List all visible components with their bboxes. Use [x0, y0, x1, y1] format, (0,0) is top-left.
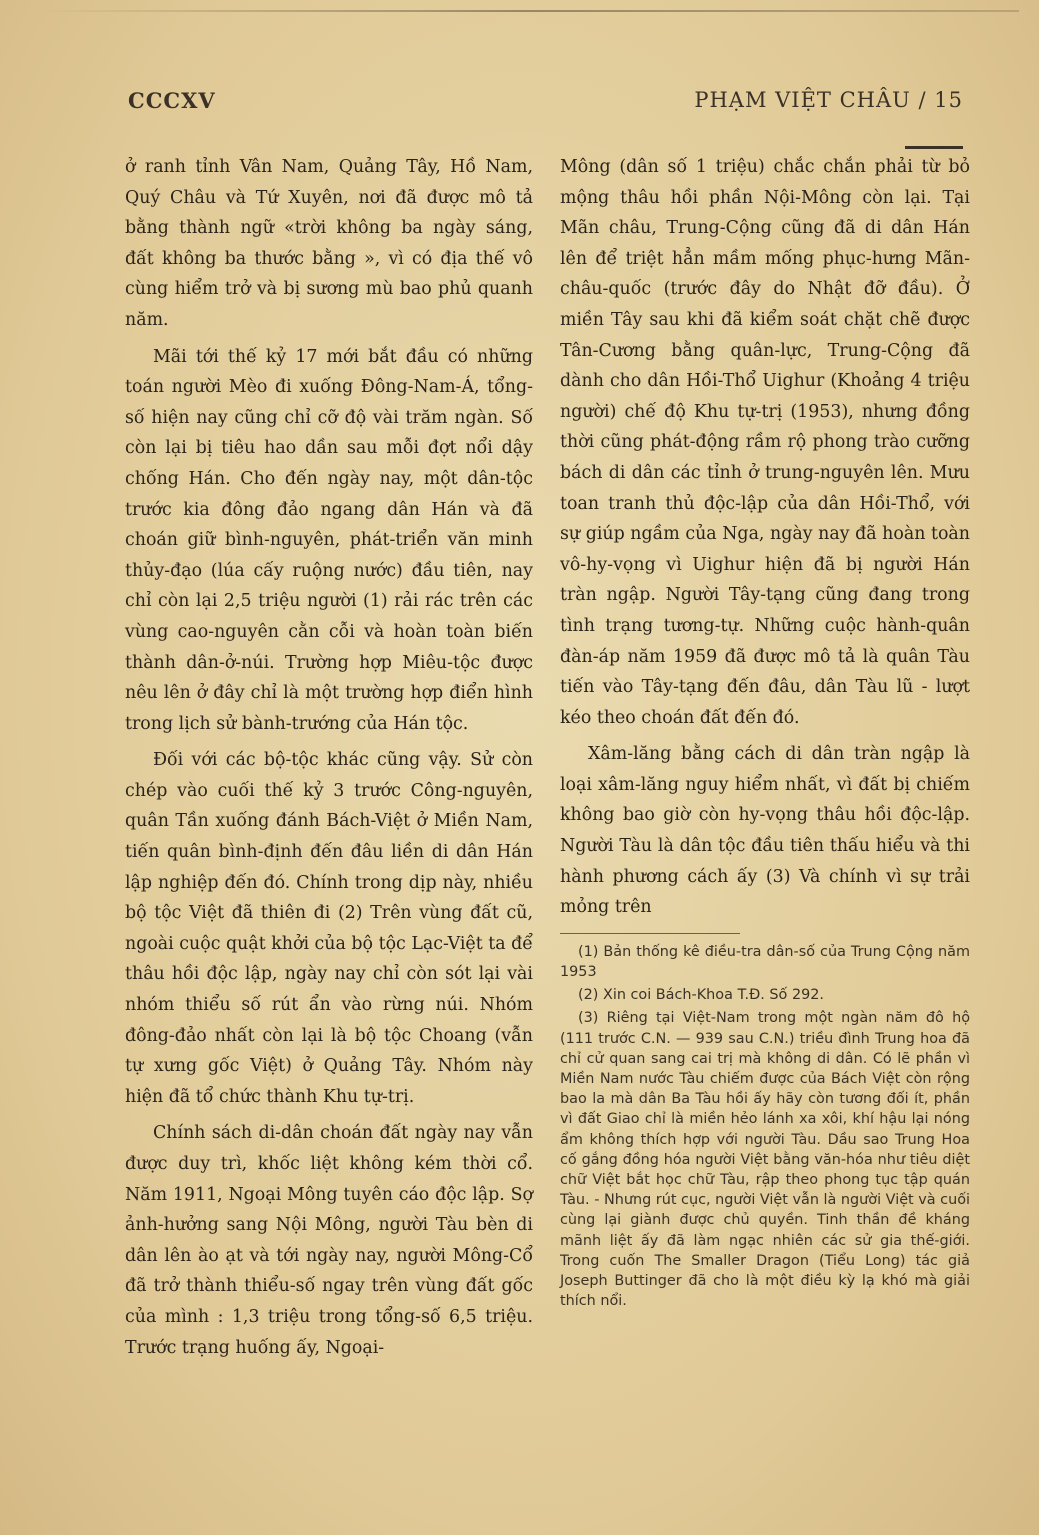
footnote: (1) Bản thống kê điều-tra dân-số của Trung Cộng năm 1953	[560, 943, 970, 981]
running-header	[128, 88, 963, 122]
footnotes	[560, 942, 970, 1312]
footnote: (2) Xin coi Bách-Khoa T.Đ. Số 292.	[578, 987, 824, 1004]
page-edge-mark	[40, 10, 1019, 12]
paragraph: ở ranh tỉnh Vân Nam, Quảng Tây, Hồ Nam, Quý Châu và Tứ Xuyên, nơi đã được mô tả bằng thành ngữ «trời không ba ngày sáng, đất không ba thước bằng », vì có địa thế vô cùng hiểm trở và bị sương mù bao phủ quanh năm.	[125, 157, 533, 330]
footnote-divider	[560, 933, 740, 934]
paragraph: Đối với các bộ-tộc khác cũng vậy. Sử còn chép vào cuối thế kỷ 3 trước Công-nguyên, quân Tần xuống đánh Bách-Việt ở Miền Nam, tiến quân bình-định đến đâu liền di dân Hán lập nghiệp đến đó. Chính trong dịp này, nhiều bộ tộc Việt đã thiên đi (2) Trên vùng đất cũ, ngoài cuộc quật khởi của bộ tộc Lạc-Việt ta để thâu hồi độc lập, ngày nay chỉ còn sót lại vài nhóm thiểu số rút ẩn vào rừng núi. Nhóm đông-đảo nhất còn lại là bộ tộc Choang (vẫn tự xưng gốc Việt) ở Quảng Tây. Nhóm này hiện đã tổ chức thành Khu tự-trị.	[125, 750, 533, 1107]
right-column	[560, 152, 970, 1315]
paragraph: Mãi tới thế kỷ 17 mới bắt đầu có những toán người Mèo đi xuống Đông-Nam-Á, tổng-số hiện nay cũng chỉ cỡ độ vài trăm ngàn. Số còn lại bị tiêu hao dần sau mỗi đợt nổi dậy chống Hán. Cho đến ngày nay, một dân-tộc trước kia đông đảo ngang dân Hán và đã choán giữ bình-nguyên, phát-triển văn minh thủy-đạo (lúa cấy ruộng nước) đầu tiên, nay chỉ còn lại 2,5 triệu người (1) rải rác trên các vùng cao-nguyên cằn cỗi và hoàn toàn biến thành dân-ở-núi. Trường hợp Miêu-tộc được nêu lên ở đây chỉ là một trường hợp điển hình trong lịch sử bành-trướng của Hán tộc.	[125, 346, 533, 734]
left-column	[125, 152, 533, 1369]
column-dash-mark	[905, 146, 963, 149]
paragraph: Chính sách di-dân choán đất ngày nay vẫn được duy trì, khốc liệt không kém thời cổ. Năm 1911, Ngoại Mông tuyên cáo độc lập. Sợ ảnh-hưởng sang Nội Mông, người Tàu bèn di dân lên ào ạt và tới ngày nay, người Mông-Cổ đã trở thành thiểu-số ngay trên vùng đất gốc của mình : 1,3 triệu trong tổng-số 6,5 triệu. Trước trạng huống ấy, Ngoại-	[125, 1123, 533, 1358]
paragraph: Xâm-lăng bằng cách di dân tràn ngập là loại xâm-lăng nguy hiểm nhất, vì đất bị chiếm không bao giờ còn hy-vọng thâu hồi độc-lập. Người Tàu là dân tộc đầu tiên thấu hiểu và thi hành phương cách ấy (3) Và chính vì sự trải mỏng trên	[560, 744, 970, 918]
footnote: (3) Riêng tại Việt-Nam trong một ngàn năm đô hộ (111 trước C.N. — 939 sau C.N.) triều đình Trung hoa đã chỉ cử quan sang cai trị mà không di dân. Có lẽ phần vì Miền Nam nước Tàu chiếm được của Bách Việt còn rộng bao la mà dân Ba Tàu hồi ấy hãy còn tương đối ít, phần vì đất Giao chỉ là miền hẻo lánh xa xôi, khí hậu lại nóng ẩm không thích hợp với người Tàu. Dầu sao Trung Hoa cố gắng đồng hóa người Việt bằng văn-hóa như tiêu diệt chữ Việt bắt học chữ Tàu, rập theo phong tục tập quán Tàu. - Nhưng rút cục, người Việt vẫn là người Việt và cuối cùng lại giành được chủ quyền. Tinh thần đề kháng mãnh liệt ấy đã làm ngạc nhiên các sử gia thế-giới. Trong cuốn The Smaller Dragon (Tiểu Long) tác giả Joseph Buttinger đã cho là một điều kỳ lạ khó mà giải thích nổi.	[560, 1010, 971, 1310]
paragraph: Mông (dân số 1 triệu) chắc chắn phải từ bỏ mộng thâu hồi phần Nội-Mông còn lại. Tại Mãn châu, Trung-Cộng cũng đã di dân Hán lên để triệt hẳn mầm mống phục-hưng Mãn-châu-quốc (trước đây do Nhật đỡ đầu). Ở miền Tây sau khi đã kiểm soát chặt chẽ được Tân-Cương bằng quân-lực, Trung-Cộng đã dành cho dân Hồi-Thổ Uighur (Khoảng 4 triệu người) chế độ Khu tự-trị (1953), nhưng đồng thời cũng phát-động rầm rộ phong trào cưỡng bách di dân các tỉnh ở trung-nguyên lên. Mưu toan tranh thủ độc-lập của dân Hồi-Thổ, với sự giúp ngầm của Nga, ngày nay đã hoàn toàn vô-hy-vọng vì Uighur hiện đã bị người Hán tràn ngập. Người Tây-tạng cũng đang trong tình trạng tương-tự. Những cuộc hành-quân đàn-áp năm 1959 đã được mô tả là quân Tàu tiến vào Tây-tạng đến đâu, dân Tàu lũ - lượt kéo theo choán đất đến đó.	[560, 157, 970, 728]
author-page-number: PHẠM VIỆT CHÂU / 15	[694, 88, 963, 112]
chapter-number: CCCXV	[128, 88, 216, 113]
